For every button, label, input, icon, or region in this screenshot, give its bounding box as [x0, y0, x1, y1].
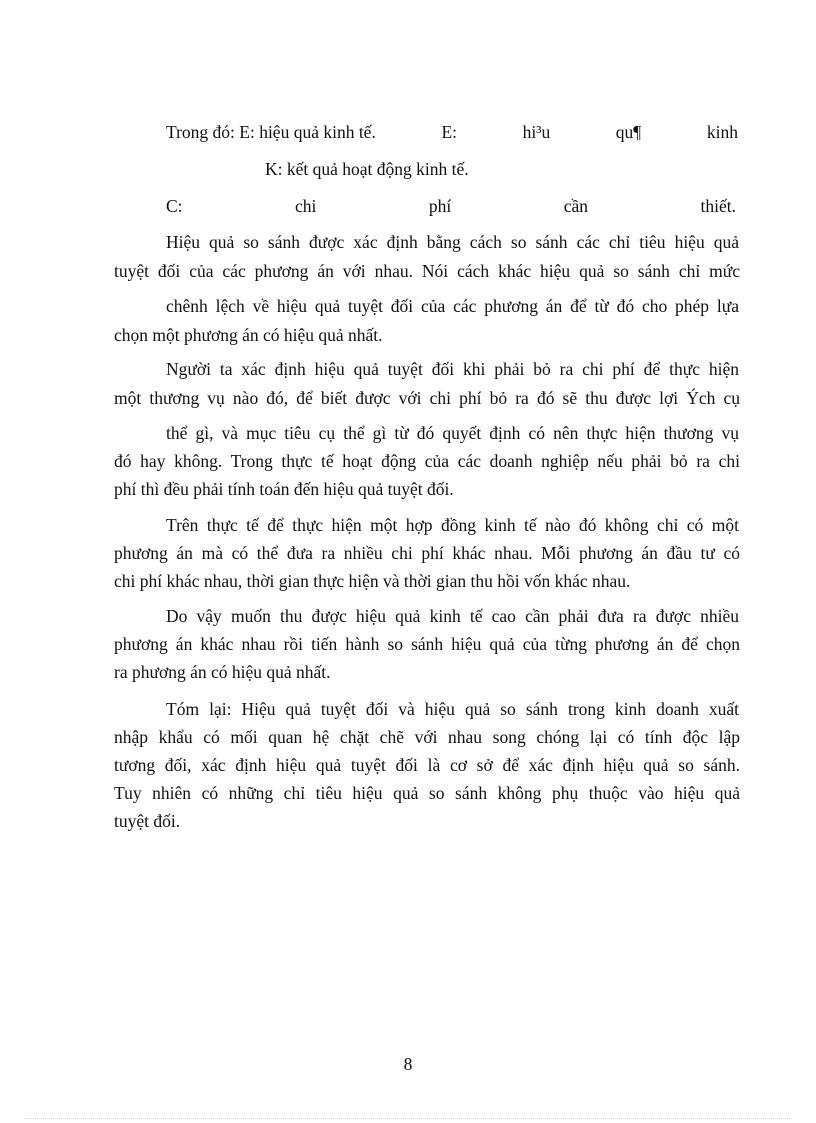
- footer-divider: [24, 1118, 792, 1119]
- paragraph-line: phương án mà có thể đưa ra nhiều chi phí khác nhau. Mỗi phương án đầu tư có: [114, 543, 740, 563]
- paragraph-line: Tóm lại: Hiệu quả tuyệt đối và hiệu quả so sánh trong kinh doanh xuất: [166, 699, 739, 719]
- paragraph-line: chênh lệch về hiệu quả tuyệt đối của các phương án để từ đó cho phép lựa: [166, 296, 739, 316]
- definition-e-garbled-3: qu¶: [615, 122, 642, 142]
- paragraph-line: một thương vụ nào đó, để biết được với chi phí bỏ ra đó sẽ thu được lợi Ých cụ: [114, 388, 740, 408]
- definition-c-word-2: chi: [295, 196, 317, 216]
- paragraph-line: Hiệu quả so sánh được xác định bằng cách so sánh các chỉ tiêu hiệu quả: [166, 232, 739, 252]
- paragraph-line: Do vậy muốn thu được hiệu quả kinh tế cao cần phải đưa ra được nhiều: [166, 606, 739, 626]
- definition-k: K: kết quả hoạt động kinh tế.: [265, 159, 469, 179]
- paragraph-line: đó hay không. Trong thực tế hoạt động của các doanh nghiệp nếu phải bỏ ra chi: [114, 451, 740, 471]
- paragraph-line: chi phí khác nhau, thời gian thực hiện và thời gian thu hồi vốn khác nhau.: [114, 571, 631, 591]
- definition-e-garbled-1: E:: [441, 122, 457, 142]
- definition-row-e: [166, 120, 738, 144]
- definition-c-word-3: phí: [428, 196, 452, 216]
- paragraph-line: tương đối, xác định hiệu quả tuyệt đối là cơ sở để xác định hiệu quả so sánh.: [114, 755, 740, 775]
- paragraph-line: tuyệt đối.: [114, 811, 181, 831]
- definition-e-garbled-2: hi³u: [522, 122, 551, 142]
- paragraph-line: chọn một phương án có hiệu quả nhất.: [114, 325, 383, 345]
- definition-e-text: Trong đó: E: hiệu quả kinh tế.: [166, 122, 376, 142]
- definition-row-c: [166, 194, 736, 218]
- definition-c-word-1: C:: [166, 196, 183, 216]
- paragraph-line: Tuy nhiên có những chỉ tiêu hiệu quả so sánh không phụ thuộc vào hiệu quả: [114, 783, 740, 803]
- paragraph-line: Người ta xác định hiệu quả tuyệt đối khi phải bỏ ra chi phí để thực hiện: [166, 359, 739, 379]
- paragraph-line: nhập khẩu có mối quan hệ chặt chẽ với nhau song chóng lại có tính độc lập: [114, 727, 740, 747]
- page-number: 8: [403, 1054, 413, 1074]
- paragraph-line: thể gì, và mục tiêu cụ thể gì từ đó quyết định có nên thực hiện thương vụ: [166, 423, 739, 443]
- paragraph-line: phí thì đều phải tính toán đến hiệu quả tuyệt đối.: [114, 479, 454, 499]
- definition-c-word-5: thiết.: [700, 196, 736, 216]
- definition-e-garbled-4: kinh: [706, 122, 738, 142]
- definition-c-word-4: cần: [563, 196, 589, 216]
- paragraph-line: tuyệt đối của các phương án với nhau. Nói cách khác hiệu quả so sánh chỉ mức: [114, 261, 740, 281]
- paragraph-line: ra phương án có hiệu quả nhất.: [114, 662, 331, 682]
- paragraph-line: phương án khác nhau rồi tiến hành so sánh hiệu quả của từng phương án để chọn: [114, 634, 740, 654]
- paragraph-line: Trên thực tế để thực hiện một hợp đồng kinh tế nào đó không chỉ có một: [166, 515, 739, 535]
